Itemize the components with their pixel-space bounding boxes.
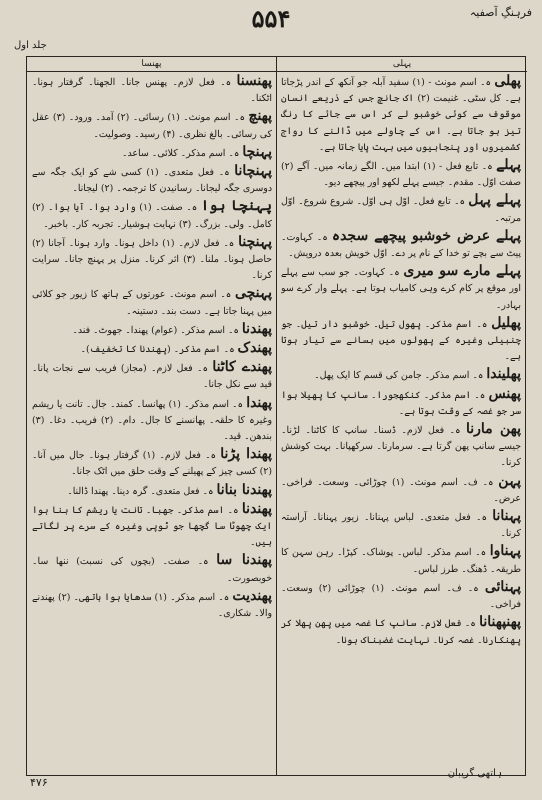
- dictionary-entry: [281, 315, 521, 366]
- dictionary-entry: [32, 588, 272, 622]
- dictionary-entry: [32, 395, 272, 446]
- entry-definition: ہ۔ فعل لازم۔ (۱) گرفتار ہونا۔ جال میں آنا۔ (۲) کسی چیز کے پھیلنے کے وقت حلق میں اٹک جانا۔: [32, 450, 272, 478]
- entry-headword: پھندا: [246, 394, 272, 411]
- entry-headword: پھندنا: [241, 500, 272, 517]
- page-number: ۵۵۴: [251, 4, 291, 33]
- dictionary-entry: [32, 108, 272, 142]
- entry-headword: پہلے پہل: [468, 192, 521, 209]
- entry-definition: ہ۔ اسم مذکر۔ (۱) سدھایا ہوا ہاتھی۔ (۲) پھندنے والا۔ شکاری۔: [32, 591, 272, 620]
- entry-definition: ہ۔ اسم مذکر۔ جامن کی قسم کا ایک پھل۔: [314, 370, 487, 382]
- entry-definition: ہ۔ صفت۔ (بچوں کی نسبت) ننھا سا۔ خوبصورت۔: [32, 556, 272, 584]
- entry-definition: ہ۔ فعل متعدی۔ (۱) کسی شے کو ایک جگہ سے دوسری جگہ لیجانا۔ رسانیدن کا ترجمہ۔ (۲) لیجانا۔: [32, 167, 272, 195]
- entry-headword: پہلے مارے سو میری: [403, 263, 521, 280]
- entry-definition: ہ۔ فعل لازم۔ (۱) داخل ہونا۔ وارد ہونا۔ آجانا (۲) حاصل ہونا۔ ملنا۔ (۳) اثر کرنا۔ منزل پر پہنچ جانا۔ سرایت کرنا۔: [32, 237, 272, 282]
- dictionary-entry: [32, 163, 272, 197]
- dictionary-entry: [281, 157, 521, 191]
- entry-headword: پھلیندا: [486, 366, 521, 383]
- entry-definition: ہ۔ اسم مونث۔ عورتوں کے ہاتھ کا زیور جو کلائی میں پہنا جاتا ہے۔ دست بند۔ دستینہ۔: [32, 289, 272, 317]
- dictionary-entry: [281, 263, 521, 314]
- entry-headword: پھنچ: [248, 108, 272, 125]
- dictionary-entry: [32, 198, 272, 232]
- entry-headword: پھنس: [488, 385, 521, 402]
- entry-headword: پھن مارنا: [465, 421, 521, 438]
- two-column-frame: [26, 56, 526, 776]
- entry-headword: پھلیل: [491, 314, 521, 331]
- dictionary-entry: [32, 234, 272, 285]
- entry-headword: پہنائی: [484, 578, 521, 595]
- entry-definition: ہ۔ فعل لازم۔ ڈسنا۔ سانپ کا کاٹنا۔ لڑنا۔ جیسے سانپ پھن گرتا ہے۔ سرمارنا۔ سرکھپانا۔ بہت کوشش کرنا۔: [281, 425, 521, 469]
- entry-definition: ہ۔ فعل لازم۔ پھنس جانا۔ الجھنا۔ گرفتار ہونا۔ اٹکنا۔: [32, 77, 272, 105]
- dictionary-entry: [281, 228, 521, 262]
- entry-headword: پھنپھنانا: [479, 614, 521, 631]
- entry-definition: ہ۔ فعل متعدی۔ گرہ دینا۔ پھندا ڈالنا۔: [67, 485, 217, 497]
- entry-definition: ہ۔ کہاوت۔ پیٹ سے بچے تو خدا کے نام پر دے۔ اوّل خویش بعدہ درویش۔: [281, 231, 521, 260]
- dictionary-entry: [32, 321, 272, 339]
- dictionary-entry: [281, 579, 521, 613]
- dictionary-title: فرہنگِ آصفیہ: [469, 6, 532, 19]
- entry-headword: پہنانا: [492, 508, 521, 525]
- entry-definition: ہ۔ تابع فعل۔ اوّل ہی اوّل۔ شروع شروع۔ اوّل مرتبہ۔: [281, 196, 521, 224]
- dictionary-entry: [32, 73, 272, 107]
- entry-definition: ہ۔ اسم مذکر۔ (پھندنا کا تخفیف)۔: [80, 344, 238, 356]
- dictionary-entry: [281, 366, 521, 384]
- entry-headword: پھندنا بنانا: [216, 481, 272, 498]
- dictionary-entry: [281, 508, 521, 542]
- entry-definition: ہ۔ اسم مونث۔ (۱) رسائی۔ (۲) آمد۔ ورود۔ (۳) عقل کی رسائی۔ بالغ نظری۔ (۴) رسید۔ وصولیت۔: [32, 112, 272, 140]
- left-column: [32, 73, 272, 771]
- entry-headword: پہنچا ہوا: [200, 198, 272, 215]
- entry-definition: ہ۔ ف۔ اسم مونث۔ (۱) چوڑائی (۲) وسعت۔ فراخی۔: [281, 582, 521, 611]
- entry-headword: پہنچا: [242, 143, 272, 160]
- entry-definition: ہ۔ فعل لازم۔ (مجاز) فریب سے نجات پانا۔ قید سے نکل جانا۔: [32, 363, 272, 391]
- entry-headword: پہنچی: [234, 285, 272, 302]
- tail-text: ہاتھی گریبان: [447, 768, 502, 779]
- entry-headword: پھندیت: [232, 587, 272, 604]
- entry-headword: پہنچنا: [238, 233, 272, 250]
- dictionary-entry: [32, 482, 272, 500]
- entry-definition: ہ۔ کہاوت۔ جو سب سے پہلے اور موقع پر کام کرے وہی کامیاب ہوتا ہے۔ پہلے وار کرے سو بہادر۔: [281, 267, 521, 311]
- entry-definition: ہ۔ تابع فعل - (۱) ابتدا میں۔ الگے زمانہ میں۔ آگے (۲) صفت اوّل۔ مقدم۔ جیسے پہلے لکھو اور پیچھے دیو۔: [281, 161, 521, 189]
- dictionary-entry: [32, 552, 272, 586]
- entry-definition: ہ۔ اسم مذکر۔ جھبا۔ تانت یا ریشم کا بنا ہوا ایک چھوٹا سا گچھا جو ٹوپی وغیرہ کے سرے پر لگاتے ہیں۔: [32, 504, 272, 549]
- dictionary-entry: [32, 144, 272, 162]
- entry-headword: پہلے: [496, 157, 521, 174]
- dictionary-entry: [281, 614, 521, 648]
- entry-headword: پہلے عرض خوشبو پیچھے سجدہ: [331, 227, 521, 244]
- entry-definition: ہ۔ فعل متعدی۔ لباس پہنانا۔ زیور پہنانا۔ آراستہ کرنا۔: [281, 512, 521, 540]
- entry-definition: ہ۔ اسم مذکر۔ (۱) پھانسا۔ کمند۔ جال۔ تانت یا ریشم وغیرہ کا حلقہ۔ پھانسنے کا جال۔ دام۔ (۲) فریب۔ دغا۔ (۳) بندھن۔ قید۔: [32, 398, 272, 443]
- dictionary-entry: [281, 386, 521, 420]
- dictionary-entry: [32, 285, 272, 319]
- entry-definition: ہ۔ فعل لازم۔ سانپ کا غصہ میں پھن پھلا کر پھنکارنا۔ غصہ کرنا۔ نہایت غضبناک ہونا۔: [281, 618, 521, 646]
- entry-definition: ہ۔ اسم مذکر۔ لباس۔ پوشاک۔ کپڑا۔ رہن سہن کا طریقہ۔ ڈھنگ۔ طرز لباس۔: [281, 547, 521, 575]
- signature-mark: ۴۷۶: [30, 776, 48, 789]
- entry-definition: ہ۔ ف۔ اسم مونث۔ (۱) چوڑائی۔ وسعت۔ فراخی۔ عرض۔: [281, 476, 521, 504]
- entry-headword: پھلی: [494, 73, 521, 89]
- entry-headword: پہن: [498, 472, 521, 489]
- dictionary-entry: [281, 473, 521, 507]
- entry-headword: پھنسنا: [236, 73, 272, 89]
- dictionary-entry: [281, 543, 521, 577]
- entry-definition: ہ۔ اسم مذکر۔ کنکھجورا۔ سانپ کا پھیلا ہوا سر جو غصہ کے وقت ہوتا ہے۔: [281, 389, 521, 417]
- entry-definition: ہ۔ صفت۔ (۱) وارد ہوا۔ آیا ہوا۔ (۲) کامل۔ ولی۔ بزرگ۔ (۳) نہایت ہوشیار۔ تجربہ کار۔ باخبر۔: [32, 202, 272, 230]
- entry-headword: پہناوا: [489, 543, 521, 560]
- dictionary-entry: [32, 359, 272, 393]
- dictionary-entry: [32, 501, 272, 552]
- right-column: [281, 73, 521, 771]
- entry-headword: پھندے کاٹنا: [212, 359, 272, 376]
- entry-headword: پہنچانا: [234, 163, 272, 180]
- entry-definition: ہ۔ اسم مذکر۔ (عوام) پھندا۔ جھوٹ۔ فند۔: [72, 324, 242, 336]
- entry-definition: ہ۔ اسم مذکر۔ پھول تیل۔ خوشبو دار تیل۔ جو چنبیلی وغیرہ کے پھولوں میں بسانے سے تیار ہوتا ہے۔: [281, 318, 521, 363]
- entry-definition: ہ۔ اسم مونث - (۱) سفید آبلہ جو آنکھ کے اندر پڑجاتا ہے۔ کل سٹی۔ غنیمت (۲) اک جانچ جس کے ذریعے انسان موقوف سے کوئی خوشبو لے کر اس سے جائے کا رنگ تیز ہو جاتا ہے۔ اس کے چاولے میں ڈالنے کا رواج کشمیروں اور پنجابیوں میں بہت پایا جاتا ہے۔: [281, 77, 521, 153]
- dictionary-entry: [281, 421, 521, 472]
- entry-headword: پھندک: [237, 340, 272, 357]
- dictionary-entry: [32, 340, 272, 358]
- dictionary-entry: [281, 73, 521, 156]
- dictionary-entry: [32, 446, 272, 480]
- entry-headword: پھندنا سا: [216, 552, 272, 569]
- left-column-heading: پھنسا: [27, 57, 276, 72]
- right-column-heading: پہلی: [277, 57, 527, 72]
- column-divider: [276, 57, 277, 775]
- entry-headword: پھندا پڑنا: [220, 446, 272, 463]
- dictionary-entry: [281, 192, 521, 226]
- entry-headword: پھندنا: [241, 320, 272, 337]
- entry-definition: ہ۔ اسم مذکر۔ کلائی۔ ساعد۔: [122, 147, 243, 159]
- volume-label: جلد اول: [14, 40, 47, 51]
